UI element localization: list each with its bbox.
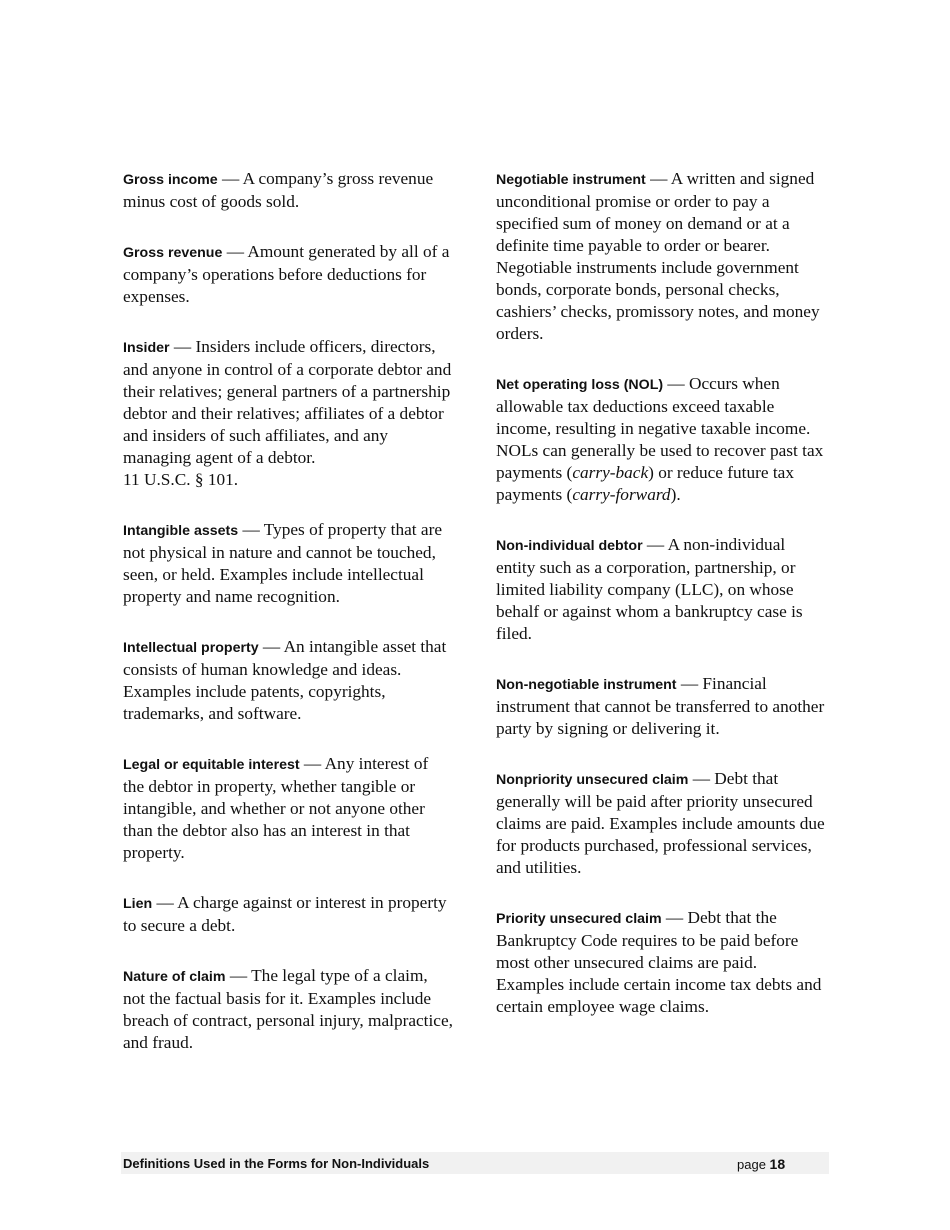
definition-text: A non-individual entity such as a corporation, partnership, or limited liability company (LLC), on whose behalf or against whom a bankruptcy case is filed.	[496, 535, 803, 643]
definition-nature-of-claim	[123, 965, 453, 1054]
page-number	[737, 1156, 785, 1172]
definition-term: Legal or equitable interest	[123, 757, 300, 773]
definition-lien	[123, 892, 453, 937]
definition-non-individual-debtor	[496, 534, 826, 645]
definition-term: Gross revenue	[123, 245, 223, 261]
definition-term: Insider	[123, 340, 170, 356]
definition-text: Amount generated by all of a company’s operations before deductions for expenses.	[123, 242, 450, 306]
term-separator: —	[152, 893, 178, 912]
definition-term: Gross income	[123, 172, 218, 188]
definition-negotiable-instrument	[496, 168, 826, 345]
definition-text: Financial instrument that cannot be transferred to another party by signing or delivering it.	[496, 674, 825, 738]
term-separator: —	[258, 637, 284, 656]
definition-term: Nonpriority unsecured claim	[496, 772, 689, 788]
definition-text: Debt that the Bankruptcy Code requires to be paid before most other unsecured claims are paid. Examples include certain income tax debts and certain employee wage claims.	[496, 908, 822, 1016]
definition-text: ) or reduce future tax payments (	[496, 463, 794, 504]
page-number-value: 18	[769, 1156, 786, 1172]
term-separator: —	[688, 769, 715, 788]
definition-term: Net operating loss (NOL)	[496, 377, 664, 393]
page-label: page	[737, 1157, 766, 1172]
definition-text: Insiders include officers, directors, and anyone in control of a corporate debtor and their relatives; general partners of a partnership debtor and their relatives; affiliates of a debtor and insiders of such affiliates, and any managing agent of a debtor.	[123, 337, 452, 467]
definition-non-negotiable-instrument	[496, 673, 826, 740]
definition-text: The legal type of a claim, not the factual basis for it. Examples include breach of contract, personal injury, malpractice, and fraud.	[123, 966, 453, 1052]
term-separator: —	[238, 520, 264, 539]
definition-term: Non-negotiable instrument	[496, 677, 677, 693]
definition-text: 11 U.S.C. § 101.	[123, 470, 239, 489]
definition-intangible-assets	[123, 519, 453, 608]
definition-term: Negotiable instrument	[496, 172, 646, 188]
term-separator: —	[661, 908, 688, 927]
definition-term: Lien	[123, 896, 153, 912]
definition-text: A written and signed unconditional promise or order to pay a specified sum of money on demand or at a definite time payable to order or bearer. Negotiable instruments include government bonds, corporate bonds, personal checks, cashiers’ checks, promissory notes, and money orders.	[496, 169, 820, 343]
definition-term: Intangible assets	[123, 523, 239, 539]
definition-term: Nature of claim	[123, 969, 226, 985]
definition-term: Intellectual property	[123, 640, 259, 656]
term-separator: —	[225, 966, 252, 985]
footer-title: Definitions Used in the Forms for Non-Individuals	[123, 1156, 430, 1171]
term-separator: —	[169, 337, 196, 356]
term-separator: —	[222, 242, 248, 261]
definition-insider	[123, 336, 453, 491]
definition-priority-unsecured-claim	[496, 907, 826, 1018]
definition-text: Any interest of the debtor in property, whether tangible or intangible, and whether or not anyone other than the debtor also has an interest in that property.	[123, 754, 429, 862]
term-separator: —	[217, 169, 243, 188]
definition-text: A charge against or interest in property to secure a debt.	[123, 893, 447, 935]
definition-emphasis: carry-forward	[572, 485, 671, 504]
definition-net-operating-loss-nol	[496, 373, 826, 506]
definition-text: Debt that generally will be paid after priority unsecured claims are paid. Examples include amounts due for products purchased, professional services, and utilities.	[496, 769, 825, 877]
term-separator: —	[645, 169, 671, 188]
definition-emphasis: carry-back	[572, 463, 649, 482]
definition-intellectual-property	[123, 636, 453, 725]
term-separator: —	[642, 535, 668, 554]
page-footer	[121, 1152, 829, 1174]
definitions-column-left	[123, 168, 453, 1082]
definition-term: Priority unsecured claim	[496, 911, 662, 927]
definition-text: Types of property that are not physical in nature and cannot be touched, seen, or held. Examples include intellectual property and name recognition.	[123, 520, 443, 606]
definition-gross-income	[123, 168, 453, 213]
definitions-column-right	[496, 168, 826, 1046]
definition-nonpriority-unsecured-claim	[496, 768, 826, 879]
term-separator: —	[299, 754, 325, 773]
definition-legal-or-equitable-interest	[123, 753, 453, 864]
term-separator: —	[663, 374, 690, 393]
term-separator: —	[676, 674, 703, 693]
definition-gross-revenue	[123, 241, 453, 308]
definition-text: A company’s gross revenue minus cost of goods sold.	[123, 169, 434, 211]
definition-text: Occurs when allowable tax deductions exceed taxable income, resulting in negative taxable income. NOLs can generally be used to recover past tax payments (	[496, 374, 824, 482]
definition-text: An intangible asset that consists of human knowledge and ideas. Examples include patents, copyrights, trademarks, and software.	[123, 637, 447, 723]
definition-text: ).	[670, 485, 681, 504]
definition-term: Non-individual debtor	[496, 538, 643, 554]
